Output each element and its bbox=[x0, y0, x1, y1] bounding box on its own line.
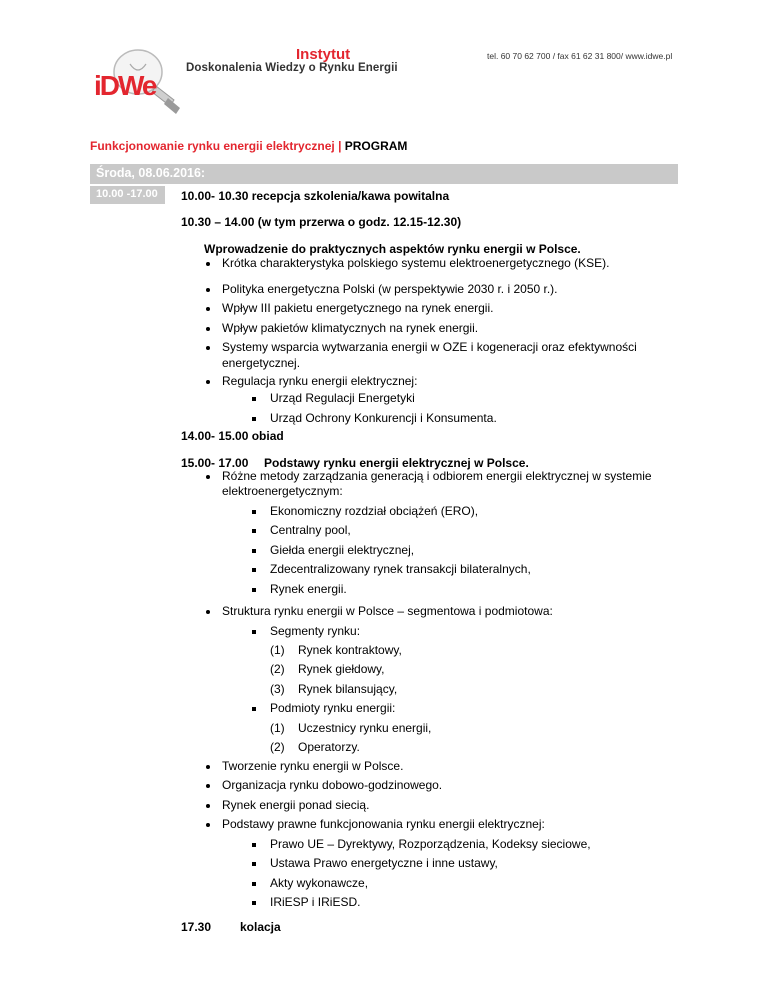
bullet-icon bbox=[206, 307, 210, 311]
list-item: Organizacja rynku dobowo-godzinowego. bbox=[222, 778, 443, 792]
list-item: Różne metody zarządzania generacją i odbiorem energii elektrycznej w systemie bbox=[222, 469, 652, 483]
square-bullet-icon bbox=[252, 588, 256, 592]
square-bullet-icon bbox=[252, 630, 256, 634]
list-item: Krótka charakterystyka polskiego systemu elektroenergetycznego (KSE). bbox=[222, 256, 610, 270]
numbered-num: (1) bbox=[270, 721, 285, 735]
list-item: Struktura rynku energii w Polsce – segmentowa i podmiotowa: bbox=[222, 604, 553, 618]
title-red-part: Funkcjonowanie rynku energii elektrycznej | bbox=[90, 139, 345, 153]
bullet-icon bbox=[206, 327, 210, 331]
logo-text: iDWe bbox=[94, 70, 156, 101]
numbered-item: Rynek kontraktowy, bbox=[298, 643, 402, 657]
bullet-icon bbox=[206, 610, 210, 614]
bullet-icon bbox=[206, 288, 210, 292]
sub-list-item: IRiESP i IRiESD. bbox=[270, 895, 361, 909]
square-bullet-icon bbox=[252, 417, 256, 421]
list-item: Podstawy prawne funkcjonowania rynku energii elektrycznej: bbox=[222, 817, 545, 831]
lunch-line: 14.00- 15.00 obiad bbox=[181, 429, 284, 443]
dinner-time: 17.30 bbox=[181, 920, 212, 934]
list-item: Wpływ pakietów klimatycznych na rynek energii. bbox=[222, 321, 479, 335]
square-bullet-icon bbox=[252, 510, 256, 514]
sub-list-item: Rynek energii. bbox=[270, 582, 347, 596]
time-range-label: 10.00 -17.00 bbox=[96, 188, 158, 200]
dinner-label: kolacja bbox=[240, 920, 281, 934]
square-bullet-icon bbox=[252, 397, 256, 401]
bullet-icon bbox=[206, 784, 210, 788]
session2-time: 15.00- 17.00 bbox=[181, 456, 249, 470]
list-item: Regulacja rynku energii elektrycznej: bbox=[222, 374, 418, 388]
document-title bbox=[90, 139, 407, 153]
list-item-continued: elektroenergetycznym: bbox=[222, 484, 343, 498]
title-program: PROGRAM bbox=[344, 139, 408, 153]
list-item: Systemy wsparcia wytwarzania energii w OZE i kogeneracji oraz efektywności bbox=[222, 340, 637, 354]
sub-list-item: Prawo UE – Dyrektywy, Rozporządzenia, Kodeksy sieciowe, bbox=[270, 837, 591, 851]
reception-line: 10.00- 10.30 recepcja szkolenia/kawa powitalna bbox=[181, 189, 450, 203]
sub-list-item: Podmioty rynku energii: bbox=[270, 701, 396, 715]
numbered-num: (2) bbox=[270, 740, 285, 754]
sub-list-item: Segmenty rynku: bbox=[270, 624, 361, 638]
list-item: Rynek energii ponad siecią. bbox=[222, 798, 370, 812]
numbered-num: (2) bbox=[270, 662, 285, 676]
institute-subtitle: Doskonalenia Wiedzy o Rynku Energii bbox=[186, 62, 398, 74]
square-bullet-icon bbox=[252, 707, 256, 711]
list-item: Polityka energetyczna Polski (w perspektywie 2030 r. i 2050 r.). bbox=[222, 282, 558, 296]
bullet-icon bbox=[206, 765, 210, 769]
list-item: Tworzenie rynku energii w Polsce. bbox=[222, 759, 404, 773]
sub-list-item: Ustawa Prawo energetyczne i inne ustawy, bbox=[270, 856, 498, 870]
square-bullet-icon bbox=[252, 882, 256, 886]
sub-list-item: Centralny pool, bbox=[270, 523, 351, 537]
bullet-icon bbox=[206, 262, 210, 266]
numbered-item: Uczestnicy rynku energii, bbox=[298, 721, 432, 735]
bullet-icon bbox=[206, 823, 210, 827]
square-bullet-icon bbox=[252, 529, 256, 533]
bullet-icon bbox=[206, 804, 210, 808]
bullet-icon bbox=[206, 475, 210, 479]
numbered-num: (3) bbox=[270, 682, 285, 696]
sub-list-item: Zdecentralizowany rynek transakcji bilateralnych, bbox=[270, 562, 531, 576]
square-bullet-icon bbox=[252, 843, 256, 847]
sub-list-item: Akty wykonawcze, bbox=[270, 876, 369, 890]
bullet-icon bbox=[206, 346, 210, 350]
sub-list-item: Ekonomiczny rozdział obciążeń (ERO), bbox=[270, 504, 479, 518]
numbered-item: Rynek bilansujący, bbox=[298, 682, 398, 696]
bullet-icon bbox=[206, 380, 210, 384]
square-bullet-icon bbox=[252, 901, 256, 905]
numbered-num: (1) bbox=[270, 643, 285, 657]
session1-title: Wprowadzenie do praktycznych aspektów rynku energii w Polsce. bbox=[204, 242, 581, 256]
square-bullet-icon bbox=[252, 549, 256, 553]
numbered-item: Rynek giełdowy, bbox=[298, 662, 385, 676]
list-item: Wpływ III pakietu energetycznego na rynek energii. bbox=[222, 301, 494, 315]
contact-info: tel. 60 70 62 700 / fax 61 62 31 800/ www.idwe.pl bbox=[487, 51, 673, 61]
square-bullet-icon bbox=[252, 568, 256, 572]
day-label: Środa, 08.06.2016: bbox=[96, 166, 206, 180]
sub-list-item: Urząd Ochrony Konkurencji i Konsumenta. bbox=[270, 411, 497, 425]
session2-title: Podstawy rynku energii elektrycznej w Polsce. bbox=[264, 456, 529, 470]
session1-time: 10.30 – 14.00 (w tym przerwa o godz. 12.15-12.30) bbox=[181, 215, 462, 229]
list-item-continued: energetycznej. bbox=[222, 356, 301, 370]
square-bullet-icon bbox=[252, 862, 256, 866]
sub-list-item: Giełda energii elektrycznej, bbox=[270, 543, 415, 557]
sub-list-item: Urząd Regulacji Energetyki bbox=[270, 391, 415, 405]
institute-title: Instytut bbox=[296, 46, 351, 63]
numbered-item: Operatorzy. bbox=[298, 740, 360, 754]
